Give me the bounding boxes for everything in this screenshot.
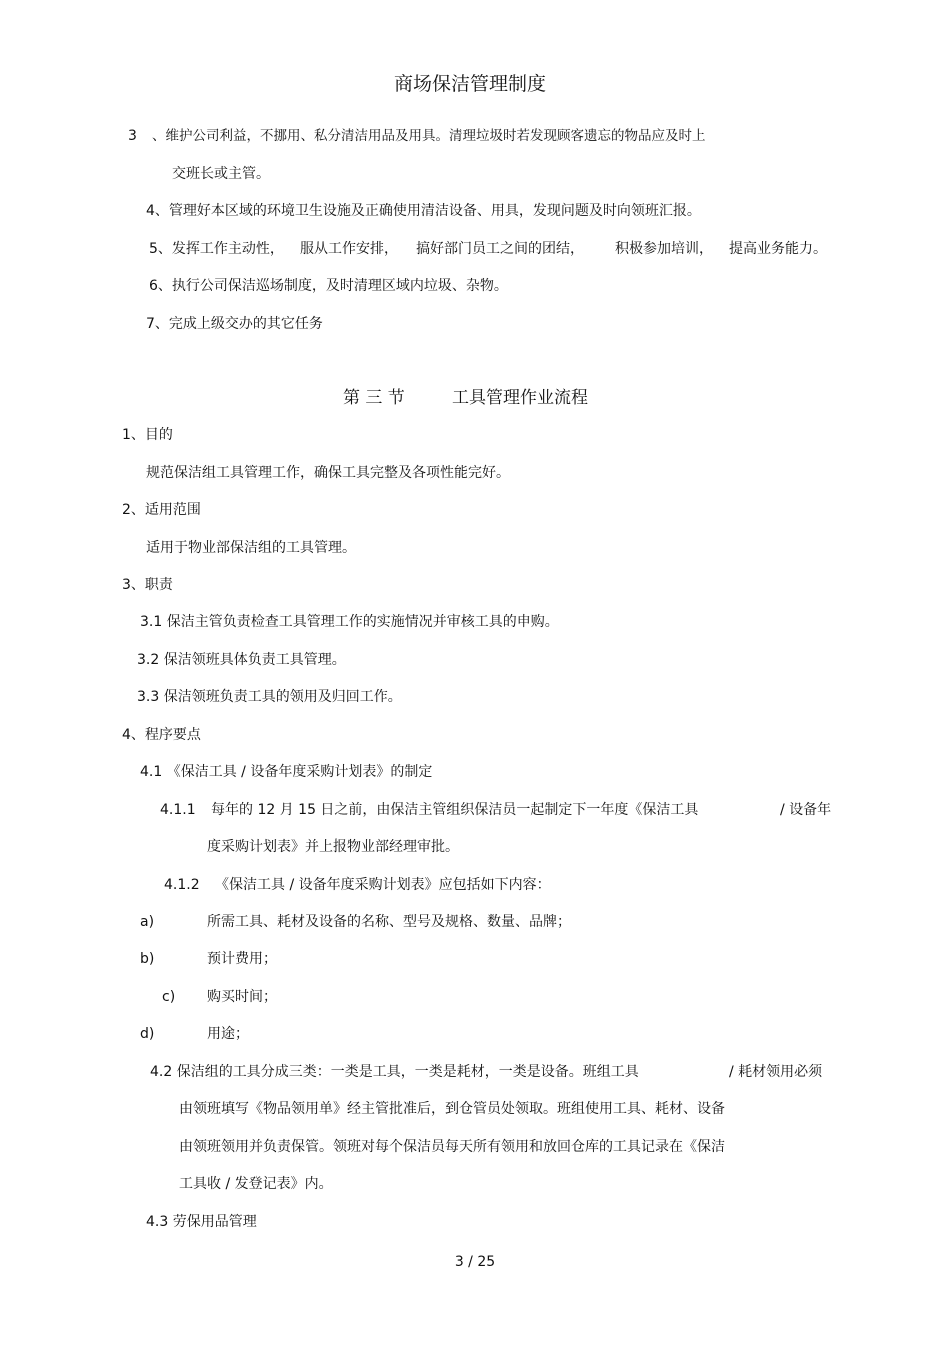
- page-title: 商场保洁管理制度: [393, 73, 546, 95]
- list-item-c-text: 购买时间；: [207, 989, 277, 1005]
- scope-heading: 2、适用范围: [122, 502, 201, 518]
- list-item-d-label: d): [140, 1026, 155, 1042]
- section-title: 工具管理作业流程: [452, 388, 588, 408]
- responsibility-3-2: 3.2 保洁领班具体负责工具管理。: [137, 652, 346, 668]
- list-item-a-label: a): [140, 914, 155, 930]
- purpose-text: 规范保洁组工具管理工作，确保工具完整及各项性能完好。: [146, 465, 510, 481]
- procedure-4-2-line1: 4.2 保洁组的工具分成三类：一类是工具，一类是耗材，一类是设备。班组工具: [150, 1064, 639, 1080]
- procedure-4-2-line4: 工具收 / 发登记表》内。: [179, 1176, 333, 1192]
- responsibility-heading: 3、职责: [122, 577, 173, 593]
- responsibility-3-3: 3.3 保洁领班负责工具的领用及归回工作。: [137, 689, 402, 705]
- section-label: 第 三 节: [343, 388, 405, 408]
- procedure-4-1-1-tail: / 设备年: [780, 802, 832, 818]
- duty-3-continuation: 交班长或主管。: [172, 166, 270, 182]
- duty-6: 6、执行公司保洁巡场制度，及时清理区域内垃圾、杂物。: [149, 278, 508, 294]
- purpose-heading: 1、目的: [122, 427, 173, 443]
- procedure-4-1-1-continuation: 度采购计划表》并上报物业部经理审批。: [207, 839, 459, 855]
- scope-text: 适用于物业部保洁组的工具管理。: [146, 540, 356, 556]
- duty-5-part5: 提高业务能力。: [729, 241, 827, 257]
- duty-5-part1: 5、发挥工作主动性，: [149, 241, 284, 257]
- procedure-4-1-2-number: 4.1.2: [164, 877, 200, 893]
- procedure-4-1-1-number: 4.1.1: [160, 802, 196, 818]
- list-item-b-text: 预计费用；: [207, 951, 277, 967]
- procedure-4-2-line1-tail: / 耗材领用必须: [729, 1064, 823, 1080]
- responsibility-3-1: 3.1 保洁主管负责检查工具管理工作的实施情况并审核工具的申购。: [140, 614, 559, 630]
- duty-5-part4: 积极参加培训，: [615, 241, 713, 257]
- page-number: 3 / 25: [454, 1254, 496, 1270]
- list-item-c-label: c): [162, 989, 176, 1005]
- procedure-4-3: 4.3 劳保用品管理: [146, 1214, 257, 1230]
- duty-7: 7、完成上级交办的其它任务: [146, 316, 323, 332]
- duty-3-text: 、维护公司利益，不挪用、私分清洁用品及用具。清理垃圾时若发现顾客遗忘的物品应及时上: [152, 128, 706, 144]
- duty-3-number: 3: [128, 128, 137, 144]
- procedure-4-2-line2: 由领班填写《物品领用单》经主管批准后，到仓管员处领取。班组使用工具、耗材、设备: [179, 1101, 725, 1117]
- procedure-4-1-2-text: 《保洁工具 / 设备年度采购计划表》应包括如下内容：: [215, 877, 551, 893]
- procedure-4-1-1-text: 每年的 12 月 15 日之前，由保洁主管组织保洁员一起制定下一年度《保洁工具: [211, 802, 699, 818]
- list-item-d-text: 用途；: [207, 1026, 249, 1042]
- procedure-heading: 4、程序要点: [122, 727, 201, 743]
- procedure-4-1: 4.1 《保洁工具 / 设备年度采购计划表》的制定: [140, 764, 433, 780]
- duty-5-part3: 搞好部门员工之间的团结，: [416, 241, 584, 257]
- duty-4: 4、管理好本区域的环境卫生设施及正确使用清洁设备、用具，发现问题及时向领班汇报。: [146, 203, 701, 219]
- list-item-b-label: b): [140, 951, 155, 967]
- procedure-4-2-line3: 由领班领用并负责保管。领班对每个保洁员每天所有领用和放回仓库的工具记录在《保洁: [179, 1139, 725, 1155]
- list-item-a-text: 所需工具、耗材及设备的名称、型号及规格、数量、品牌；: [207, 914, 571, 930]
- duty-5-part2: 服从工作安排，: [300, 241, 398, 257]
